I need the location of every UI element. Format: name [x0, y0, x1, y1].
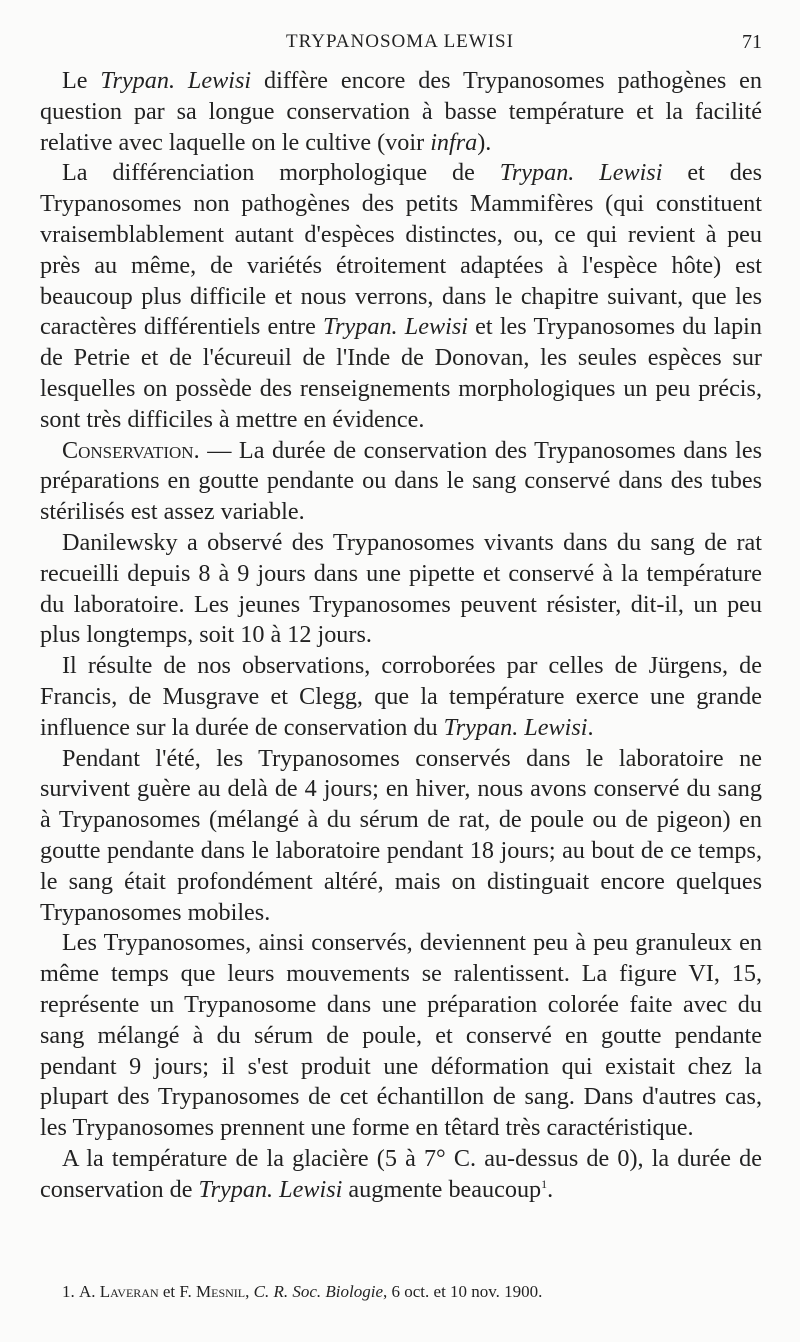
species-name: Trypan. Lewisi — [100, 67, 252, 94]
text-run: Pendant l'été, les Trypanosomes conservés dans le laboratoire ne survivent guère au delà de 4 jours; en hiver, nous avons conservé du sang à Trypanosomes (mélangé à du sérum de rat, de poule ou de pigeon) en goutte pendante dans le laboratoire pendant 18 jours; au bout de ce temps, le sang était profondément altéré, mais on distinguait encore quelques Trypanosomes mobiles. — [40, 744, 762, 926]
paragraph-5 — [40, 651, 762, 743]
text-run: La différenciation morphologique de — [62, 159, 500, 187]
footnote-reference[interactable]: 1 — [541, 1176, 548, 1191]
running-title: TRYPANOSOMA LEWISI — [286, 31, 514, 52]
paragraph-7 — [40, 928, 762, 1144]
paragraph-2 — [40, 158, 762, 435]
text-run: , — [245, 1282, 254, 1301]
text-run: et les Trypanosomes du lapin de Petrie et de l'écureuil de l'Inde de Donovan, les seules espèces sur lesquelles on possède des renseignements morphologiques un peu précis, sont très difficiles à mettre en évidence. — [40, 313, 762, 433]
text-run: Il résulte de nos observations, corroborées par celles de Jürgens, de Francis, de Musgrave et Clegg, que la température exerce une grande influence sur la durée de conservation du — [40, 652, 762, 741]
italic-term: infra — [430, 128, 478, 156]
text-run: et des Trypanosomes non pathogènes des petits Mammifères (qui constituent vraisemblablement autant d'espèces distinctes, ou, ce qui revient à peu près au même, de variétés étroitement adaptées à l'espèce hôte) est beaucoup plus difficile et nous verrons, dans le chapitre suivant, que les caractères différentiels entre — [40, 159, 762, 341]
footnote-author: F. Mesnil — [179, 1282, 246, 1301]
paragraph-1 — [40, 66, 762, 158]
footnote-date: , 6 oct. et 10 nov. 1900. — [383, 1282, 543, 1301]
footnote-author: A. Laveran — [79, 1282, 159, 1301]
text-run: A la température de la glacière (5 à 7° C. au-dessus de 0), la durée de conservation de — [40, 1144, 762, 1203]
text-run: ). — [477, 128, 492, 156]
species-name: Trypan. Lewisi — [198, 1175, 343, 1203]
text-run: . — [547, 1175, 554, 1203]
paragraph-6 — [40, 744, 762, 929]
text-run: et — [158, 1282, 180, 1301]
footnote-journal: C. R. Soc. Biologie — [253, 1282, 383, 1301]
page-number: 71 — [742, 31, 762, 53]
species-name: Trypan. Lewisi — [499, 159, 663, 187]
text-run: augmente beaucoup — [342, 1175, 542, 1203]
text-run: Le — [62, 67, 101, 94]
species-name: Trypan. Lewisi — [443, 713, 588, 741]
species-name: Trypan. Lewisi — [323, 313, 468, 341]
footnote-number: 1. — [62, 1282, 75, 1301]
section-heading: Conservation. — [62, 436, 200, 464]
text-run: — La durée de conservation des Trypanosomes dans les préparations en goutte pendante ou dans le sang conservé dans des tubes stérilisés est assez variable. — [40, 436, 762, 526]
footnote — [62, 1281, 762, 1303]
text-run: Danilewsky a observé des Trypanosomes vivants dans du sang de rat recueilli depuis 8 à 9 jours dans une pipette et conservé à la température du laboratoire. Les jeunes Trypanosomes peuvent résister, dit-il, un peu plus longtemps, soit 10 à 12 jours. — [40, 528, 762, 649]
paragraph-8 — [40, 1144, 762, 1206]
text-run: Les Trypanosomes, ainsi conservés, deviennent peu à peu granuleux en même temps que leurs mouvements se ralentissent. La figure VI, 15, représente un Trypanosome dans une préparation colorée faite avec du sang mélangé à du sérum de poule, et conservé en goutte pendante pendant 9 jours; il s'est produit une déformation qui existait chez la plupart des Trypanosomes de cet échantillon de sang. Dans d'autres cas, les Trypanosomes prennent une forme en têtard très caractéristique. — [40, 929, 762, 1142]
text-run: . — [587, 713, 594, 741]
page-header — [0, 31, 800, 61]
paragraph-4 — [40, 528, 762, 651]
paragraph-3 — [40, 436, 762, 528]
text-run: diffère encore des Trypanosomes pathogènes en question par sa longue conservation à basse température et la facilité relative avec laquelle on le cultive (voir — [40, 67, 762, 156]
body-text — [40, 66, 762, 1205]
